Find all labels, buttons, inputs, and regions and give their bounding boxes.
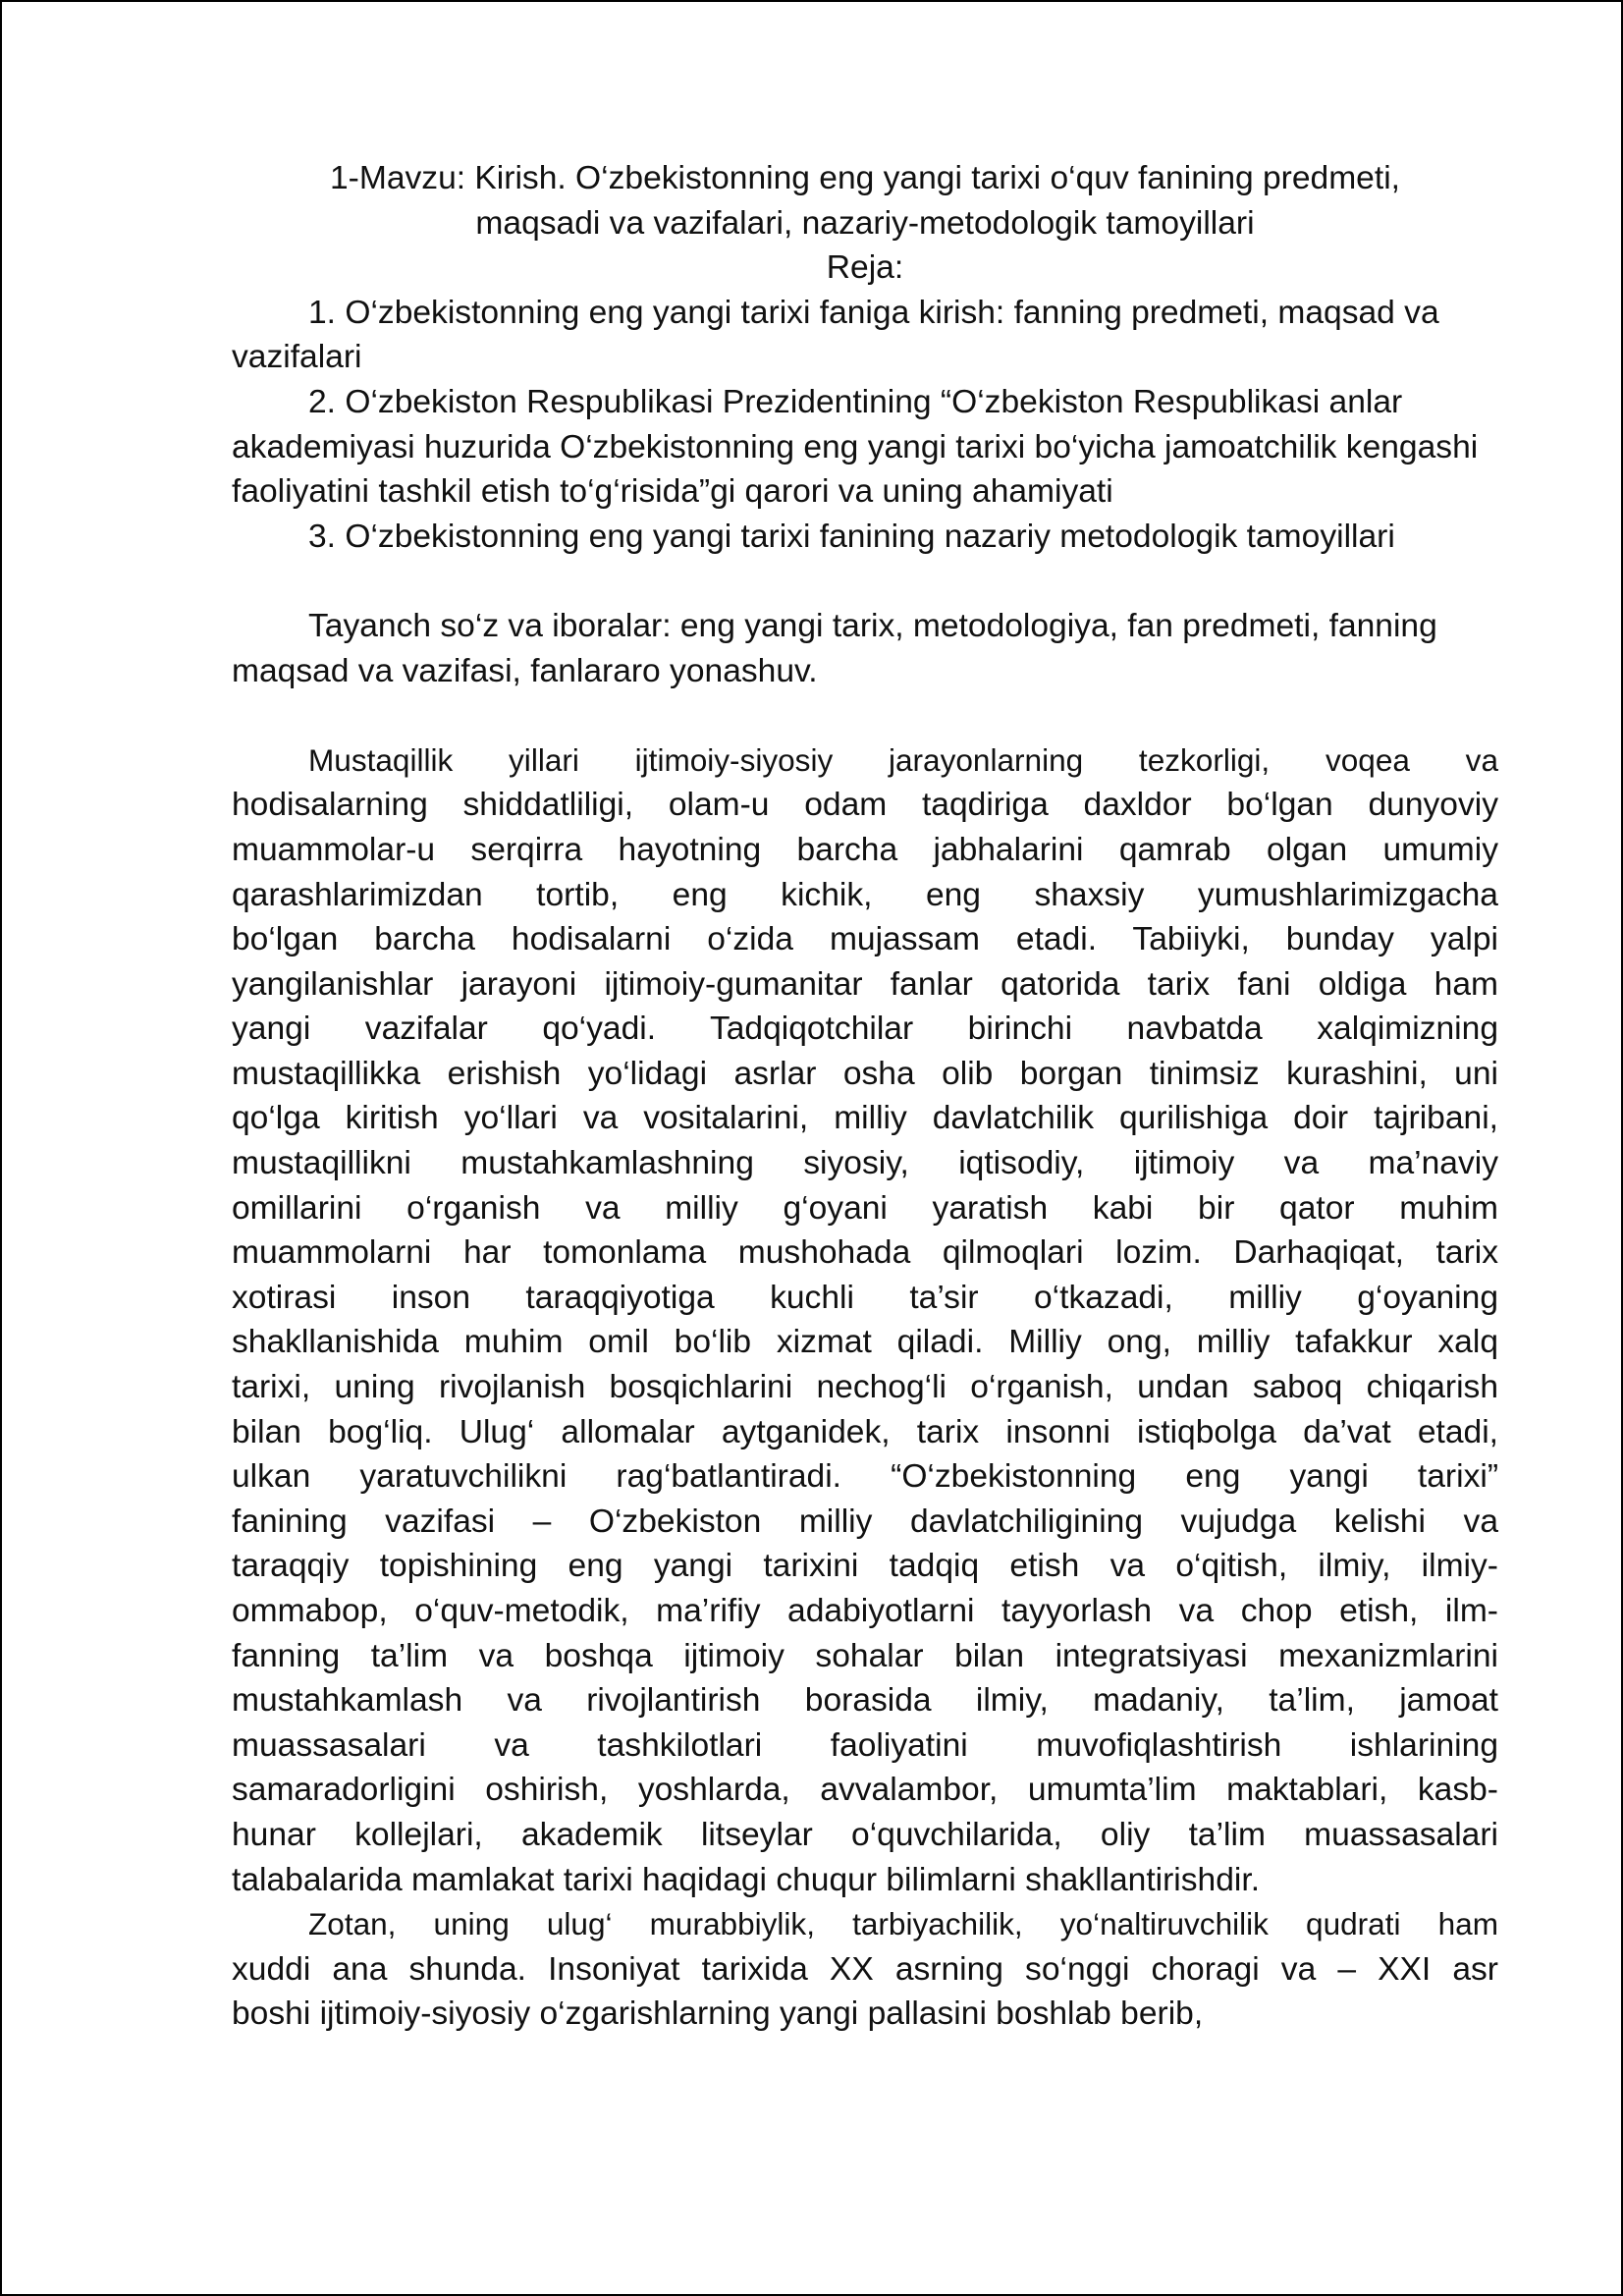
body-paragraph <box>232 1902 1498 2037</box>
paragraph-line: fanning ta’lim va boshqa ijtimoiy sohalar bilan integratsiyasi mexanizmlarini <box>232 1637 1498 1674</box>
title-line: maqsadi va vazifalari, nazariy-metodologik tamoyillari <box>475 204 1255 242</box>
paragraph-line: ulkan yaratuvchilikni rag‘batlantiradi. “O‘zbekistonning eng yangi tarixi” <box>232 1458 1498 1496</box>
paragraph-line: omillarini o‘rganish va milliy g‘oyani yaratish kabi bir qator muhim <box>232 1189 1498 1227</box>
paragraph-line: mustaqillikka erishish yo‘lidagi asrlar osha olib borgan tinimsiz kurashini, uni <box>232 1055 1498 1092</box>
keywords-paragraph: Tayanch so‘z va iboralar: eng yangi tarix, metodologiya, fan predmeti, fanning maqsad va vazifasi, fanlararo yonashuv. <box>232 607 1437 689</box>
paragraph-line: talabalarida mamlakat tarixi haqidagi chuqur bilimlarni shakllantirishdir. <box>232 1861 1261 1898</box>
plan-heading: Reja: <box>826 249 904 287</box>
paragraph-line: shakllanishida muhim omil bo‘lib xizmat qiladi. Milliy ong, milliy tafakkur xalq <box>232 1324 1498 1361</box>
paragraph-line: hodisalarning shiddatliligi, olam-u odam taqdiriga daxldor bo‘lgan dunyoviy <box>232 787 1498 824</box>
paragraph-line: fanining vazifasi – O‘zbekiston milliy davlatchiligining vujudga kelishi va <box>232 1503 1498 1540</box>
paragraph-line: qo‘lga kiritish yo‘llari va vositalarini, milliy davlatchilik qurilishiga doir tajribani, <box>232 1100 1498 1137</box>
paragraph-line: xotirasi inson taraqqiyotiga kuchli ta’sir o‘tkazadi, milliy g‘oyaning <box>232 1279 1498 1316</box>
paragraph-line: muassasalari va tashkilotlari faoliyatini muvofiqlashtirish ishlarining <box>232 1726 1498 1764</box>
paragraph-line: muammolarni har tomonlama mushohada qilmoqlari lozim. Darhaqiqat, tarix <box>232 1234 1498 1272</box>
paragraph-line: taraqqiy topishining eng yangi tarixini tadqiq etish va o‘qitish, ilmiy, ilmiy- <box>232 1548 1498 1585</box>
paragraph-line: bo‘lgan barcha hodisalarni o‘zida mujassam etadi. Tabiiyki, bunday yalpi <box>232 921 1498 958</box>
paragraph-line: Zotan, uning ulug‘ murabbiylik, tarbiyachilik, yo‘naltiruvchilik qudrati ham <box>308 1906 1498 1942</box>
paragraph-line: yangilanishlar jarayoni ijtimoiy-gumanitar fanlar qatorida tarix fani oldiga ham <box>232 965 1498 1003</box>
document-content <box>232 156 1498 2037</box>
plan-item: 1. O‘zbekistonning eng yangi tarixi faniga kirish: fanning predmeti, maqsad va vazifalari <box>232 294 1439 376</box>
plan-item: 2. O‘zbekiston Respublikasi Prezidentining “O‘zbekiston Respublikasi anlar akademiyasi huzurida O‘zbekistonning eng yangi tarixi bo‘yicha jamoatchilik kengashi faoliyatini tashkil etish to‘g‘risida”gi qarori va uning ahamiyati <box>232 383 1479 511</box>
paragraph-line: Mustaqillik yillari ijtimoiy-siyosiy jarayonlarning tezkorligi, voqea va <box>308 741 1498 778</box>
paragraph-line: samaradorligini oshirish, yoshlarda, avvalambor, umumta’lim maktablari, kasb- <box>232 1772 1498 1809</box>
lecture-title <box>232 156 1498 246</box>
paragraph-line: mustahkamlash va rivojlantirish borasida ilmiy, madaniy, ta’lim, jamoat <box>232 1682 1498 1720</box>
paragraph-line: yangi vazifalar qo‘yadi. Tadqiqotchilar birinchi navbatda xalqimizning <box>232 1011 1498 1048</box>
title-line: 1-Mavzu: Kirish. O‘zbekistonning eng yangi tarixi o‘quv fanining predmeti, <box>330 160 1400 196</box>
paragraph-line: hunar kollejlari, akademik litseylar o‘quvchilarida, oliy ta’lim muassasalari <box>232 1816 1498 1853</box>
paragraph-line: bilan bog‘liq. Ulug‘ allomalar aytganidek, tarix insonni istiqbolga da’vat etadi, <box>232 1413 1498 1450</box>
body-paragraph <box>232 738 1498 1902</box>
paragraph-line: ommabop, o‘quv-metodik, ma’rifiy adabiyotlarni tayyorlash va chop etish, ilm- <box>232 1593 1498 1629</box>
blank-line <box>232 559 1498 604</box>
paragraph-line: mustaqillikni mustahkamlashning siyosiy, iqtisodiy, ijtimoiy va ma’naviy <box>232 1145 1498 1182</box>
paragraph-line: qarashlarimizdan tortib, eng kichik, eng shaxsiy yumushlarimizgacha <box>232 876 1498 913</box>
blank-line <box>232 693 1498 738</box>
paragraph-line: tarixi, uning rivojlanish bosqichlarini nechog‘li o‘rganish, undan saboq chiqarish <box>232 1369 1498 1406</box>
plan-item: 3. O‘zbekistonning eng yangi tarixi fanining nazariy metodologik tamoyillari <box>308 518 1395 555</box>
plan-list <box>232 291 1498 560</box>
paragraph-line: muammolar-u serqirra hayotning barcha jabhalarini qamrab olgan umumiy <box>232 831 1498 868</box>
paragraph-line: boshi ijtimoiy-siyosiy o‘zgarishlarning yangi pallasini boshlab berib, <box>232 1995 1204 2033</box>
paragraph-line: xuddi ana shunda. Insoniyat tarixida XX asrning so‘nggi choragi va – XXI asr <box>232 1950 1498 1988</box>
